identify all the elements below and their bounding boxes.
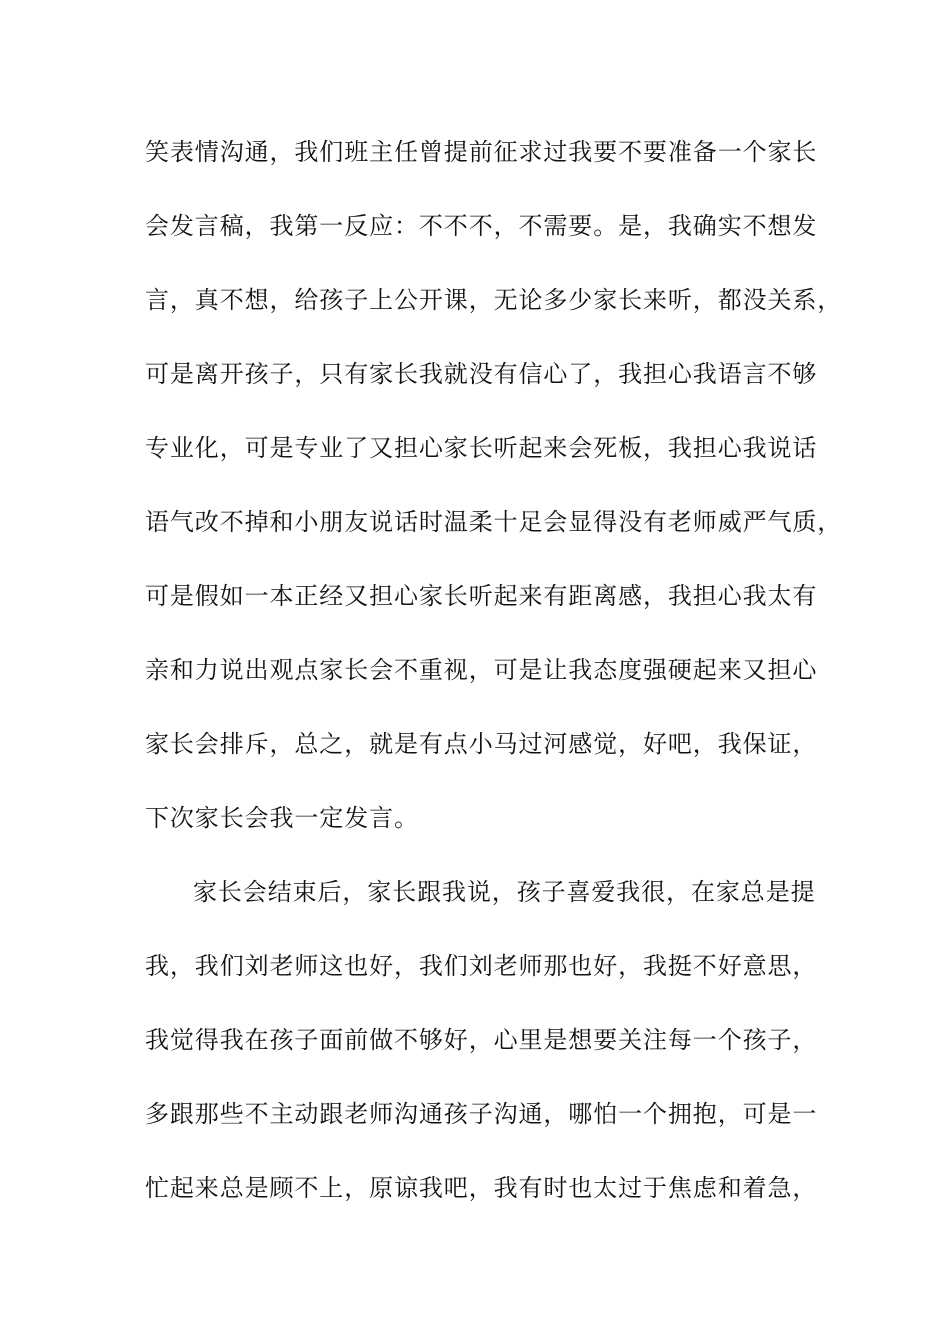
text-line: 会发言稿，我第一反应：不不不，不需要。是，我确实不想发 [145,212,818,240]
text-line: 忙起来总是顾不上，原谅我吧，我有时也太过于焦虑和着急， [145,1174,818,1202]
text-line: 专业化，可是专业了又担心家长听起来会死板，我担心我说话 [145,434,818,462]
text-line: 我觉得我在孩子面前做不够好，心里是想要关注每一个孩子， [145,1026,818,1054]
text-line: 可是离开孩子，只有家长我就没有信心了，我担心我语言不够 [145,360,818,388]
text-line: 笑表情沟通，我们班主任曾提前征求过我要不要准备一个家长 [145,138,818,166]
text-line: 言，真不想，给孩子上公开课，无论多少家长来听，都没关系， [145,286,843,314]
text-line: 亲和力说出观点家长会不重视，可是让我态度强硬起来又担心 [145,656,818,684]
text-line: 多跟那些不主动跟老师沟通孩子沟通，哪怕一个拥抱，可是一 [145,1100,818,1128]
text-line: 家长会排斥，总之，就是有点小马过河感觉，好吧，我保证， [145,730,818,758]
text-line: 可是假如一本正经又担心家长听起来有距离感，我担心我太有 [145,582,818,610]
text-line: 我，我们刘老师这也好，我们刘老师那也好，我挺不好意思， [145,952,818,980]
text-line: 下次家长会我一定发言。 [145,804,419,832]
body-text [145,128,843,1238]
text-line: 语气改不掉和小朋友说话时温柔十足会显得没有老师威严气质， [145,508,843,536]
paragraph-start-line: 家长会结束后，家长跟我说，孩子喜爱我很，在家总是提 [193,878,816,906]
